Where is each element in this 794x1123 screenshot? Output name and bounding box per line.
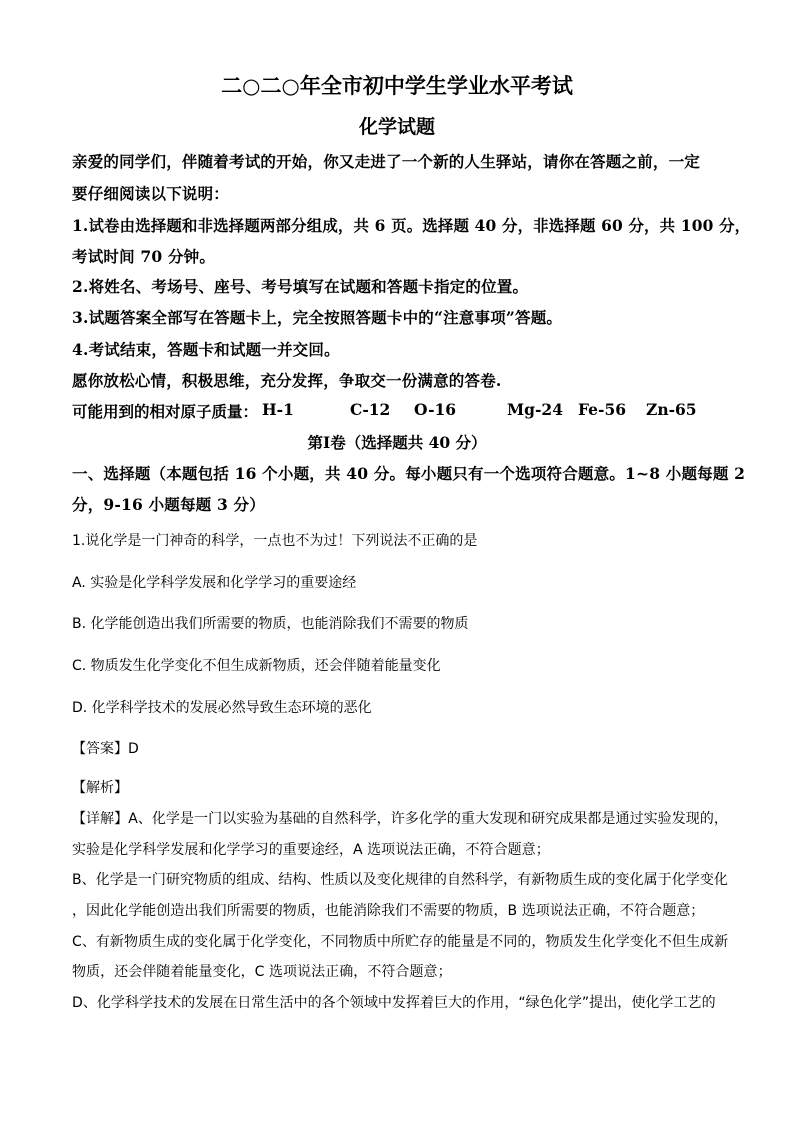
exam-title: 二○二○年全市初中学生学业水平考试 — [221, 73, 573, 98]
explanation-line-5: C、有新物质生成的变化属于化学变化，不同物质中所贮存的能量是不同的，物质发生化学变化不但生成新 — [72, 934, 729, 950]
explanation-line-4: ，因此化学能创造出我们所需要的物质，也能消除我们不需要的物质，B 选项说法正确，不符合题意； — [72, 903, 705, 919]
wish-line: 愿你放松心情，积极思维，充分发挥，争取交一份满意的答卷. — [72, 371, 502, 390]
atomic-mass-mg: Mg-24 — [507, 400, 563, 419]
explanation-line-6: 物质，还会伴随着能量变化，C 选项说法正确，不符合题意； — [72, 964, 452, 980]
exam-subject-title: 化学试题 — [358, 116, 435, 138]
atomic-mass-h: H-1 — [262, 400, 294, 419]
question-1-option-a: A. 实验是化学科学发展和化学学习的重要途经 — [72, 575, 357, 591]
instruction-4: 4.考试结束，答题卡和试题一并交回。 — [72, 340, 340, 359]
section-title: 第Ⅰ卷（选择题共 40 分） — [307, 433, 487, 452]
question-1-stem: 1.说化学是一门神奇的科学，一点也不为过！下列说法不正确的是 — [72, 533, 478, 549]
question-1-option-d: D. 化学科学技术的发展必然导致生态环境的恶化 — [72, 700, 372, 716]
explanation-line-3: B、化学是一门研究物质的组成、结构、性质以及变化规律的自然科学，有新物质生成的变化属于化学变化 — [72, 872, 728, 888]
greeting-line-1: 亲爱的同学们，伴随着考试的开始，你又走进了一个新的人生驿站，请你在答题之前，一定 — [72, 152, 701, 171]
atomic-mass-c: C-12 — [350, 400, 391, 419]
atomic-mass-zn: Zn-65 — [646, 400, 697, 419]
atomic-mass-o: O-16 — [414, 400, 457, 419]
explanation-line-1: 【详解】A、化学是一门以实验为基础的自然科学，许多化学的重大发现和研究成果都是通过实验发现的， — [72, 811, 728, 827]
instruction-2: 2.将姓名、考场号、座号、考号填写在试题和答题卡指定的位置。 — [72, 277, 529, 296]
analysis-label: 【解析】 — [72, 780, 128, 796]
question-1-option-c: C. 物质发生化学变化不但生成新物质，还会伴随着能量变化 — [72, 658, 441, 674]
answer-line: 【答案】D — [72, 741, 139, 757]
greeting-line-2: 要仔细阅读以下说明： — [72, 184, 230, 203]
atomic-mass-fe: Fe-56 — [578, 400, 627, 419]
instruction-1-line-1: 1.试卷由选择题和非选择题两部分组成，共 6 页。选择题 40 分，非选择题 60 分，共 100 分， — [72, 216, 751, 235]
atomic-masses-label: 可能用到的相对原子质量： — [72, 402, 259, 421]
instruction-3: 3.试题答案全部写在答题卡上，完全按照答题卡中的“注意事项”答题。 — [72, 308, 563, 327]
explanation-line-7: D、化学科学技术的发展在日常生活中的各个领域中发挥着巨大的作用，“绿色化学”提出，使化学工艺的 — [72, 995, 716, 1011]
instruction-1-line-2: 考试时间 70 分钟。 — [72, 247, 216, 266]
question-1-option-b: B. 化学能创造出我们所需要的物质，也能消除我们不需要的物质 — [72, 616, 469, 632]
section-desc-line-1: 一、选择题（本题包括 16 个小题，共 40 分。每小题只有一个选项符合题意。1~8 小题每题 2 — [72, 464, 746, 483]
section-desc-line-2: 分，9-16 小题每题 3 分） — [72, 495, 265, 514]
explanation-line-2: 实验是化学科学发展和化学学习的重要途经，A 选项说法正确，不符合题意； — [72, 842, 550, 858]
